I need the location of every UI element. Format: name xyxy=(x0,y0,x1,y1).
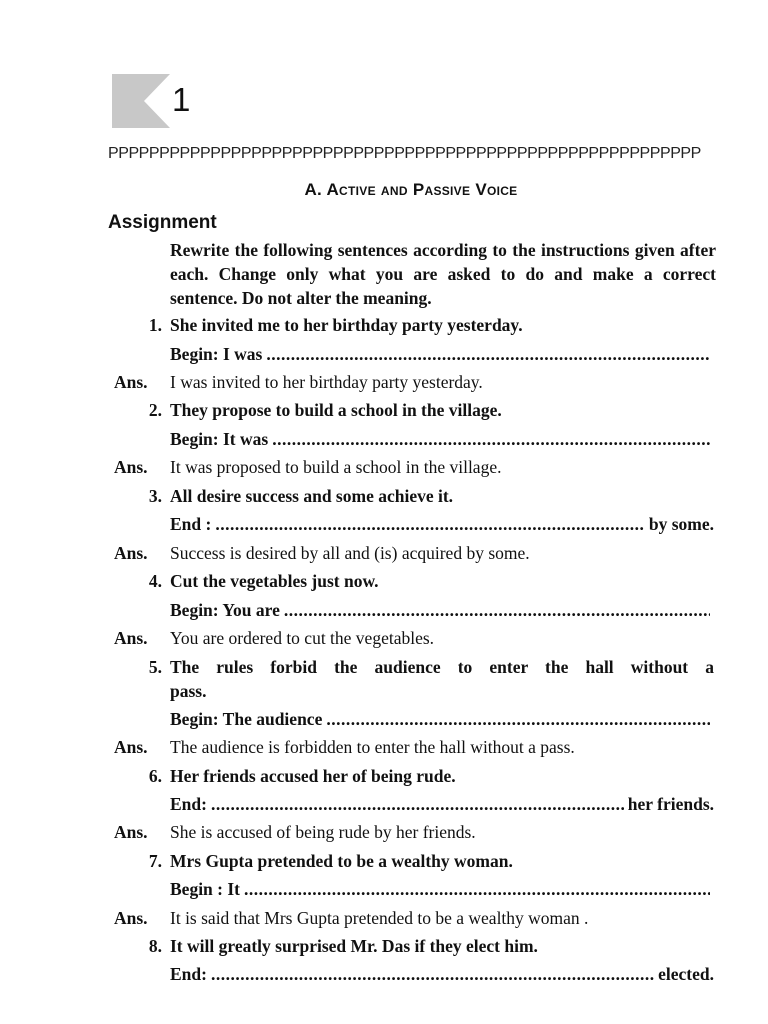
answer-blank xyxy=(266,342,710,366)
ans-label: Ans. xyxy=(114,737,148,757)
answer-1 xyxy=(108,370,714,394)
answer-text: I was invited to her birthday party yesterday. xyxy=(170,372,483,392)
question-1-prompt xyxy=(108,342,714,366)
answer-blank xyxy=(284,598,710,622)
question-7 xyxy=(108,849,714,873)
answer-blank xyxy=(272,427,710,451)
answer-text: It is said that Mrs Gupta pretended to be a wealthy woman . xyxy=(170,908,589,928)
question-number: 1. xyxy=(148,315,162,335)
answer-2 xyxy=(108,455,714,479)
question-text: It will greatly surprised Mr. Das if they elect him. xyxy=(170,936,538,956)
question-number: 7. xyxy=(148,851,162,871)
prompt-lead: Begin: You are xyxy=(170,600,280,620)
question-8 xyxy=(108,934,714,958)
answer-blank xyxy=(211,792,624,816)
answer-blank xyxy=(211,962,654,986)
question-5-prompt xyxy=(108,707,714,731)
question-5-continued xyxy=(108,679,714,703)
answer-text: She is accused of being rude by her friends. xyxy=(170,822,476,842)
question-4-prompt xyxy=(108,598,714,622)
prompt-tail: her friends. xyxy=(627,794,714,814)
prompt-lead: End: xyxy=(170,964,207,984)
question-7-prompt xyxy=(108,877,714,901)
answer-blank xyxy=(326,707,710,731)
question-text: Mrs Gupta pretended to be a wealthy woman. xyxy=(170,851,513,871)
answer-7 xyxy=(108,906,714,930)
question-4 xyxy=(108,569,714,593)
prompt-lead: Begin : It xyxy=(170,879,240,899)
question-8-prompt xyxy=(108,962,714,986)
question-1 xyxy=(108,313,714,337)
question-text: All desire success and some achieve it. xyxy=(170,486,454,506)
ans-label: Ans. xyxy=(114,908,148,928)
question-3-prompt xyxy=(108,512,714,536)
answer-text: It was proposed to build a school in the village. xyxy=(170,457,502,477)
prompt-lead: Begin: I was xyxy=(170,344,263,364)
question-2-prompt xyxy=(108,427,714,451)
prompt-tail: by some. xyxy=(648,514,714,534)
question-text: The rules forbid the audience to enter the hall without a xyxy=(170,657,714,677)
question-number: 2. xyxy=(148,400,162,420)
ans-label: Ans. xyxy=(114,457,148,477)
prompt-lead: Begin: The audience xyxy=(170,709,323,729)
answer-6 xyxy=(108,820,714,844)
chapter-number: 1 xyxy=(172,81,191,118)
ans-label: Ans. xyxy=(114,543,148,563)
ans-label: Ans. xyxy=(114,822,148,842)
question-text-continued: pass. xyxy=(170,681,207,701)
chapter-tab-icon xyxy=(112,74,170,128)
answer-blank xyxy=(215,512,645,536)
question-number: 6. xyxy=(148,766,162,786)
assignment-instructions: Rewrite the following sentences according to the instructions given after each. Change only what you are asked to do and make a correct sentence. Do not alter the meaning. xyxy=(170,240,716,308)
prompt-lead: End : xyxy=(170,514,212,534)
prompt-lead: End: xyxy=(170,794,207,814)
question-text: Her friends accused her of being rude. xyxy=(170,766,456,786)
ans-label: Ans. xyxy=(114,372,148,392)
assignment-heading: Assignment xyxy=(108,212,217,233)
chapter-divider: PPPPPPPPPPPPPPPPPPPPPPPPPPPPPPPPPPPPPPPPPPPPPPPPPPPPPPPPPP xyxy=(108,145,701,162)
prompt-lead: Begin: It was xyxy=(170,429,269,449)
question-3 xyxy=(108,484,714,508)
question-number: 4. xyxy=(148,571,162,591)
question-6 xyxy=(108,764,714,788)
answer-text: Success is desired by all and (is) acquired by some. xyxy=(170,543,530,563)
question-6-prompt xyxy=(108,792,714,816)
question-text: They propose to build a school in the village. xyxy=(170,400,502,420)
ans-label: Ans. xyxy=(114,628,148,648)
answer-blank xyxy=(244,877,710,901)
answer-text: The audience is forbidden to enter the hall without a pass. xyxy=(170,737,575,757)
question-2 xyxy=(108,398,714,422)
answer-text: You are ordered to cut the vegetables. xyxy=(170,628,435,648)
answer-3 xyxy=(108,541,714,565)
question-number: 5. xyxy=(148,657,162,677)
question-number: 3. xyxy=(148,486,162,506)
question-number: 8. xyxy=(148,936,162,956)
question-5 xyxy=(108,655,714,679)
answer-5 xyxy=(108,735,714,759)
question-text: She invited me to her birthday party yesterday. xyxy=(170,315,523,335)
prompt-tail: elected. xyxy=(658,964,714,984)
section-title: A. Active and Passive Voice xyxy=(304,180,518,199)
answer-4 xyxy=(108,626,714,650)
question-text: Cut the vegetables just now. xyxy=(170,571,379,591)
